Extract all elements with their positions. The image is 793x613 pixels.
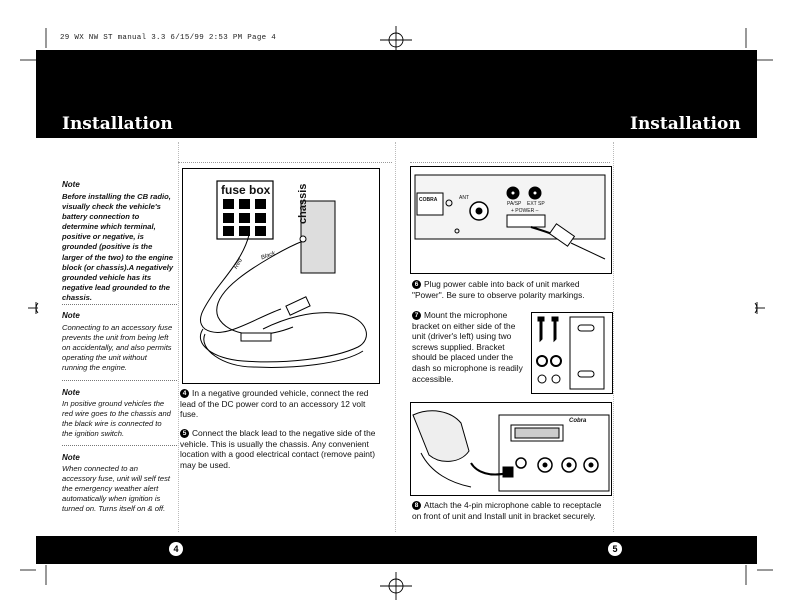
note-heading: Note [62, 453, 80, 462]
power-cord [200, 235, 366, 367]
step-6 [412, 279, 610, 300]
page-title-right: Installation [630, 114, 741, 134]
registration-mark-right [755, 302, 765, 314]
step-number: 4 [180, 389, 189, 398]
ground-screw [300, 236, 306, 242]
step-7 [412, 310, 524, 384]
step-text: Connect the black lead to the negative side of the vehicle. This is usually the chassis. Any convenient location with a good electrical contact (remove paint) may be used. [180, 428, 376, 470]
ext-sp-label: EXT SP [527, 201, 545, 207]
column-guide [178, 142, 179, 532]
fuse-holder [241, 333, 271, 341]
registration-mark-bottom [380, 572, 412, 600]
red-wire-label: Red [233, 257, 244, 271]
screw [538, 317, 544, 341]
power-label: + POWER – [511, 208, 539, 214]
step-number: 8 [412, 501, 421, 510]
power-plug [286, 297, 310, 315]
step-text: In a negative grounded vehicle, connect the red lead of the DC power cord to an accessory 12 volt fuse. [180, 388, 369, 420]
step-number: 6 [412, 280, 421, 289]
note-body: When connected to an accessory fuse, unit will self test the emergency weather alert automatically when ignition is turned on. Turns itself on & off. [62, 464, 171, 514]
note-body: Before installing the CB radio, visually check the vehicle's battery connection to determine which terminal, positive or negative, is grounded (positive is the larger of the two) to the engine block (or chassis).A negatively grounded vehicle has its negative lead grounded to the chassis. [62, 192, 174, 302]
note-heading: Note [62, 311, 80, 320]
figure-fuse-box-wiring [182, 168, 380, 384]
note-body: Connecting to an accessory fuse prevents the unit from being left on accidentally, and also permits operating the unit without running the engine. [62, 323, 173, 373]
step-8 [412, 500, 610, 521]
ant-label: ANT [459, 195, 469, 201]
step-text: Mount the microphone bracket on either side of the unit (driver's left) using two screws supplied. Bracket should be placed under the dash so microphone is readily accessible. [412, 310, 523, 384]
step-number: 5 [180, 429, 189, 438]
figure-mounting-bracket [531, 312, 613, 394]
printer-slug: 29 WX NW ST manual 3.3 6/15/99 2:53 PM Page 4 [60, 34, 277, 42]
page-number-left: 4 [169, 542, 183, 556]
fuse-grid [223, 199, 266, 236]
rear-panel-brand: COBRA [419, 197, 438, 203]
fuse-box-label: fuse box [221, 183, 271, 197]
page-title-left: Installation [62, 114, 173, 134]
figure-front-panel-mic [410, 402, 612, 496]
note-heading: Note [62, 180, 80, 189]
note-heading: Note [62, 388, 80, 397]
note-divider [62, 445, 177, 446]
note-divider [62, 380, 177, 381]
pa-sp-label: PA/SP [507, 201, 522, 207]
step-text: Attach the 4-pin microphone cable to receptacle on front of unit and Install unit in bracket securely. [412, 500, 602, 521]
chassis-label: chassis [297, 183, 309, 224]
black-wire-label: Black [260, 250, 277, 262]
step-text: Plug power cable into back of unit marked "Power". Be sure to observe polarity markings. [412, 279, 585, 300]
step-4 [180, 388, 382, 420]
screw [552, 317, 558, 341]
footer-bar [36, 536, 757, 564]
column-rule [178, 162, 392, 163]
note-body: In positive ground vehicles the red wire goes to the chassis and the black wire is connected to the ignition switch. [62, 399, 171, 439]
front-panel-brand: Cobra [569, 418, 587, 424]
step-number: 7 [412, 311, 421, 320]
page-number-right: 5 [608, 542, 622, 556]
note-divider [62, 304, 177, 305]
column-rule [410, 162, 610, 163]
column-guide [395, 142, 396, 532]
figure-rear-panel [410, 166, 612, 274]
step-5 [180, 428, 382, 470]
column-guide [613, 142, 614, 532]
registration-mark-left [28, 302, 38, 314]
